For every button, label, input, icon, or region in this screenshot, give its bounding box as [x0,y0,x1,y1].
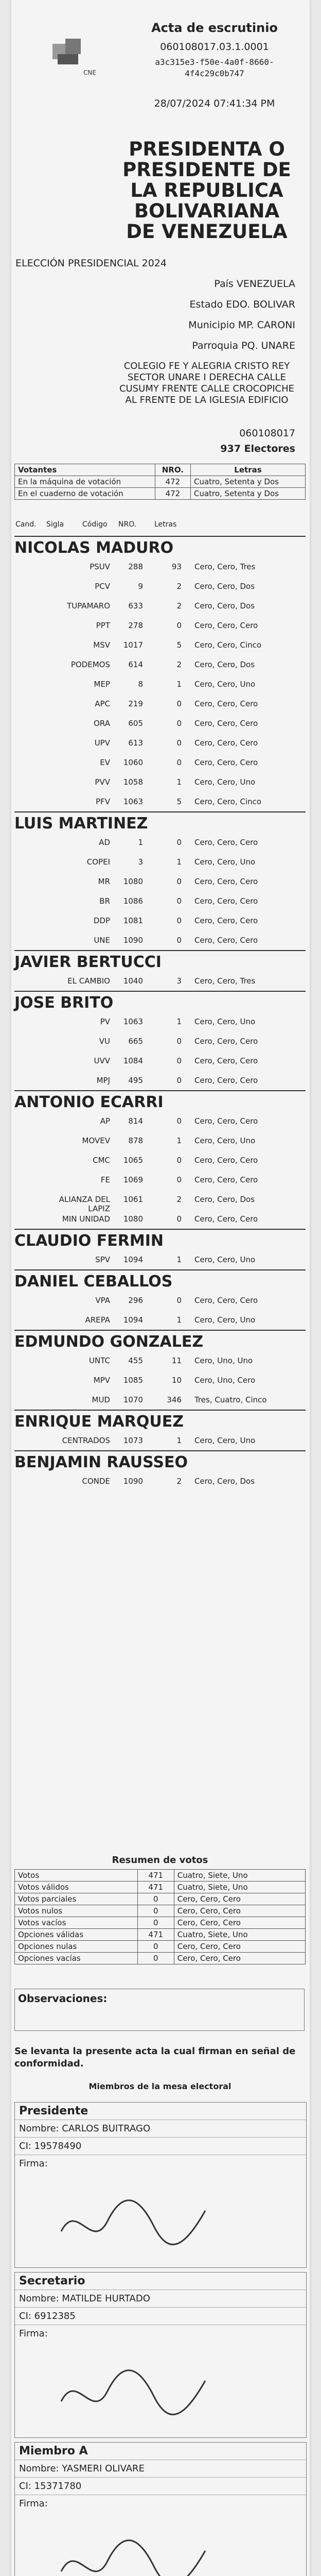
party-code: 1080 [123,877,143,886]
summary-label: Votos [15,1870,138,1882]
party-code: 1017 [123,640,143,650]
party-code: 633 [128,601,143,611]
party-sigla: MR [98,877,110,886]
party-votes: 0 [176,621,182,630]
summary-label: Opciones nulas [15,1941,138,1953]
member-name: Nombre: MATILDE HURTADO [15,2290,306,2307]
party-votes: 10 [171,1376,182,1385]
party-sigla: PV [100,1017,110,1026]
summary-value: 0 [137,1917,174,1929]
party-sigla: MIN UNIDAD [62,1214,110,1224]
party-letters: Cero, Cero, Cero [194,758,258,767]
party-letters: Cero, Cero, Uno [194,1017,256,1026]
party-votes: 2 [176,1195,182,1204]
party-votes: 0 [176,1214,182,1224]
observaciones-label: Observaciones: [18,1992,108,2005]
party-letters: Cero, Cero, Cero [194,719,258,728]
party-sigla: TUPAMARO [67,601,110,611]
member-box [14,2102,307,2268]
signature-icon [56,2360,210,2422]
party-letters: Cero, Cero, Cero [194,916,258,925]
member-role: Presidente [19,2105,88,2117]
party-sigla: EV [100,758,110,767]
summary-letters: Cero, Cero, Cero [174,1893,305,1905]
party-code: 1061 [123,1195,143,1204]
party-votes: 0 [176,1056,182,1065]
party-letters: Cero, Cero, Cero [194,896,258,906]
members-title: Miembros de la mesa electoral [88,2081,231,2091]
member-ci: CI: 15371780 [15,2477,306,2495]
party-letters: Cero, Cero, Cero [194,1116,258,1126]
party-letters: Cero, Cero, Cero [194,1214,258,1224]
party-code: 296 [128,1296,143,1305]
acta-header [11,0,310,129]
party-sigla: FE [100,1175,110,1184]
party-row [14,1351,306,1370]
candidate-name: BENJAMIN RAUSSEO [14,1450,306,1471]
col-cand: Cand. [15,520,37,529]
closing-text: Se levanta la presente acta la cual firman en señal de conformidad. [14,2046,296,2069]
party-votes: 2 [176,660,182,669]
party-votes: 0 [176,699,182,708]
party-row [14,714,306,733]
summary-value: 0 [137,1941,174,1953]
party-sigla: CONDE [82,1477,110,1486]
party-code: 614 [128,660,143,669]
party-votes: 0 [176,1175,182,1184]
svg-text:CNE: CNE [83,69,96,76]
party-votes: 0 [176,719,182,728]
party-sigla: UNTC [89,1356,110,1365]
party-votes: 2 [176,1477,182,1486]
party-code: 278 [128,621,143,630]
party-code: 1090 [123,936,143,945]
party-votes: 0 [176,936,182,945]
table-cell: 472 [155,488,190,500]
party-letters: Cero, Cero, Cero [194,1076,258,1085]
summary-label: Votos vacíos [15,1917,138,1929]
member-role: Miembro A [19,2445,88,2458]
party-sigla: PCV [95,582,110,591]
party-row [14,1370,306,1390]
party-row [14,792,306,811]
party-letters: Cero, Cero, Uno [194,1436,256,1445]
center-code: 060108017 [239,428,295,439]
party-letters: Cero, Cero, Cero [194,738,258,748]
party-row [14,891,306,911]
party-sigla: PFV [96,797,110,806]
party-row [14,1170,306,1190]
table-cell: En la máquina de votación [15,476,155,488]
party-votes: 0 [176,1076,182,1085]
party-code: 878 [128,1136,143,1145]
party-sigla: MEP [94,680,110,689]
party-code: 1 [138,838,143,847]
candidate-name: ANTONIO ECARRI [14,1090,306,1111]
party-letters: Cero, Cero, Uno [194,1136,256,1145]
party-letters: Cero, Cero, Dos [194,1195,255,1204]
party-code: 1086 [123,896,143,906]
summary-value: 0 [137,1953,174,1964]
cne-logo-icon [47,36,109,82]
party-sigla: UPV [94,738,110,748]
party-sigla: MSV [93,640,110,650]
party-row [14,733,306,753]
party-row [14,1471,306,1491]
party-code: 1040 [123,976,143,986]
party-letters: Cero, Cero, Cero [194,1156,258,1165]
party-row [14,1031,306,1051]
party-votes: 1 [176,1255,182,1264]
summary-value: 0 [137,1905,174,1917]
party-row [14,694,306,714]
summary-label: Votos parciales [15,1893,138,1905]
party-letters: Tres, Cuatro, Cinco [194,1395,267,1404]
table-cell: En el cuaderno de votación [15,488,155,500]
party-code: 8 [138,680,143,689]
party-sigla: CENTRADOS [62,1436,110,1445]
col-nro-2: NRO. [118,520,137,529]
party-letters: Cero, Cero, Uno [194,1255,256,1264]
party-row [14,911,306,930]
party-sigla: COPEI [86,857,110,867]
party-code: 1094 [123,1255,143,1264]
party-votes: 1 [176,680,182,689]
col-letras: Letras [190,464,305,476]
party-code: 814 [128,1116,143,1126]
party-sigla: EL CAMBIO [67,976,110,986]
party-letters: Cero, Cero, Cero [194,621,258,630]
party-letters: Cero, Uno, Cero [194,1376,256,1385]
party-votes: 1 [176,1017,182,1026]
party-row [14,1071,306,1090]
party-row [14,1150,306,1170]
candidate-name: CLAUDIO FERMIN [14,1229,306,1250]
party-sigla: ALIANZA DEL LAPIZ [59,1195,110,1213]
member-name: Nombre: CARLOS BUITRAGO [15,2120,306,2137]
col-letras-2: Letras [154,520,177,529]
member-ci: CI: 19578490 [15,2137,306,2155]
summary-letters: Cuatro, Siete, Uno [174,1929,305,1941]
party-sigla: ORA [94,719,110,728]
col-sigla: Sigla [46,520,64,529]
party-code: 1094 [123,1315,143,1325]
party-sigla: APC [95,699,110,708]
party-code: 1090 [123,1477,143,1486]
party-votes: 0 [176,738,182,748]
party-code: 1063 [123,797,143,806]
party-code: 219 [128,699,143,708]
candidate-name: LUIS MARTINEZ [14,811,306,833]
party-sigla: VPA [95,1296,110,1305]
party-code: 1073 [123,1436,143,1445]
member-box [14,2442,307,2576]
candidate-name: ENRIQUE MARQUEZ [14,1410,306,1431]
party-code: 495 [128,1076,143,1085]
party-code: 1060 [123,758,143,767]
member-firma: Firma: [15,2325,306,2342]
party-votes: 1 [176,1436,182,1445]
electors-count: 937 Electores [220,443,295,454]
summary-value: 471 [137,1929,174,1941]
party-letters: Cero, Uno, Uno [194,1356,253,1365]
summary-letters: Cero, Cero, Cero [174,1941,305,1953]
party-row [14,930,306,950]
party-letters: Cero, Cero, Cinco [194,797,262,806]
party-votes: 93 [171,562,182,571]
election-title: PRESIDENTA O PRESIDENTE DE LA REPUBLICA BOLIVARIANA DE VENEZUELA [122,138,291,243]
party-sigla: SPV [95,1255,110,1264]
party-row [14,1190,306,1213]
party-row [14,1051,306,1071]
acta-number: 060108017.03.1.0001 [160,41,269,53]
party-letters: Cero, Cero, Cero [194,699,258,708]
party-code: 1065 [123,1156,143,1165]
party-row [14,577,306,596]
party-sigla: PVV [95,777,110,787]
party-sigla: PODEMOS [70,660,110,669]
signature-icon [56,2190,210,2252]
party-votes: 0 [176,896,182,906]
party-letters: Cero, Cero, Cinco [194,640,262,650]
candidate-name: EDMUNDO GONZALEZ [14,1330,306,1351]
party-row [14,1131,306,1150]
totals-table [14,464,306,500]
party-letters: Cero, Cero, Cero [194,936,258,945]
party-letters: Cero, Cero, Dos [194,601,255,611]
party-row [14,1431,306,1450]
party-row [14,616,306,635]
candidates-list [14,536,306,1491]
party-row [14,1291,306,1310]
voting-center: COLEGIO FE Y ALEGRIA CRISTO REY SECTOR UNARE I DERECHA CALLE CUSUMY FRENTE CALLE CROCOPICHE AL FRENTE DE LA IGLESIA EDIFICIO [119,361,295,405]
party-row [14,872,306,891]
party-votes: 5 [176,640,182,650]
col-votantes: Votantes [15,464,155,476]
party-code: 1058 [123,777,143,787]
party-code: 613 [128,738,143,748]
party-row [14,1390,306,1410]
party-row [14,1111,306,1131]
party-code: 455 [128,1356,143,1365]
party-sigla: PPT [96,621,110,630]
party-sigla: AREPA [85,1315,110,1325]
party-letters: Cero, Cero, Tres [194,562,256,571]
candidate-name: NICOLAS MADURO [14,536,306,557]
country: País VENEZUELA [214,278,295,290]
member-role: Secretario [19,2275,85,2287]
table-cell: Cuatro, Setenta y Dos [190,476,305,488]
party-sigla: MPV [93,1376,110,1385]
party-sigla: AD [99,838,110,847]
party-votes: 2 [176,601,182,611]
acta-hash: a3c315e3-f50e-4a0f-8660-4f4c29c0b747 [155,57,274,78]
party-code: 3 [138,857,143,867]
party-row [14,753,306,772]
summary-label: Votos nulos [15,1905,138,1917]
summary-value: 0 [137,1893,174,1905]
member-ci: CI: 6912385 [15,2307,306,2325]
party-votes: 0 [176,1116,182,1126]
party-code: 1085 [123,1376,143,1385]
party-code: 1070 [123,1395,143,1404]
party-row [14,557,306,577]
party-row [14,674,306,694]
party-letters: Cero, Cero, Tres [194,976,256,986]
party-votes: 0 [176,838,182,847]
summary-letters: Cero, Cero, Cero [174,1917,305,1929]
party-sigla: MOVEV [82,1136,110,1145]
party-letters: Cero, Cero, Dos [194,660,255,669]
party-letters: Cero, Cero, Uno [194,680,256,689]
party-votes: 0 [176,1156,182,1165]
party-row [14,852,306,872]
acta-datetime: 28/07/2024 07:41:34 PM [154,98,275,109]
party-votes: 0 [176,1296,182,1305]
party-votes: 0 [176,877,182,886]
party-letters: Cero, Cero, Uno [194,777,256,787]
party-code: 605 [128,719,143,728]
summary-letters: Cuatro, Siete, Uno [174,1882,305,1893]
party-letters: Cero, Cero, Cero [194,1056,258,1065]
party-votes: 1 [176,1136,182,1145]
summary-value: 471 [137,1870,174,1882]
party-code: 1080 [123,1214,143,1224]
party-sigla: MPJ [96,1076,110,1085]
member-firma: Firma: [15,2155,306,2172]
parish: Parroquia PQ. UNARE [192,340,295,351]
party-sigla: PSUV [90,562,110,571]
party-code: 1069 [123,1175,143,1184]
summary-value: 471 [137,1882,174,1893]
party-votes: 1 [176,1315,182,1325]
party-votes: 1 [176,857,182,867]
col-nro: NRO. [155,464,190,476]
party-code: 1063 [123,1017,143,1026]
party-letters: Cero, Cero, Dos [194,582,255,591]
party-sigla: CMC [93,1156,110,1165]
party-row [14,596,306,616]
table-cell: 472 [155,476,190,488]
party-letters: Cero, Cero, Cero [194,1296,258,1305]
state: Estado EDO. BOLIVAR [189,299,295,310]
party-row [14,1209,306,1229]
summary-letters: Cuatro, Siete, Uno [174,1870,305,1882]
party-votes: 5 [176,797,182,806]
election-name: ELECCIÓN PRESIDENCIAL 2024 [15,258,167,269]
signature-icon [56,2530,210,2576]
party-letters: Cero, Cero, Cero [194,838,258,847]
party-votes: 1 [176,777,182,787]
party-letters: Cero, Cero, Cero [194,1175,258,1184]
summary-label: Opciones vacías [15,1953,138,1964]
party-code: 1081 [123,916,143,925]
col-codigo: Código [82,520,108,529]
table-cell: Cuatro, Setenta y Dos [190,488,305,500]
party-sigla: UNE [94,936,110,945]
party-code: 1084 [123,1056,143,1065]
party-letters: Cero, Cero, Dos [194,1477,255,1486]
party-votes: 0 [176,758,182,767]
party-row [14,635,306,655]
party-sigla: VU [99,1037,110,1046]
acta-title: Acta de escrutinio [151,21,278,35]
party-sigla: BR [99,896,110,906]
summary-title: Resumen de votos [112,1855,208,1866]
party-letters: Cero, Cero, Uno [194,1315,256,1325]
party-row [14,833,306,852]
party-votes: 3 [176,976,182,986]
member-firma: Firma: [15,2495,306,2512]
party-code: 665 [128,1037,143,1046]
party-votes: 11 [171,1356,182,1365]
summary-label: Opciones válidas [15,1929,138,1941]
acta-paper [11,0,310,2576]
party-row [14,1012,306,1031]
party-sigla: MUD [92,1395,110,1404]
party-letters: Cero, Cero, Cero [194,877,258,886]
party-votes: 346 [167,1395,182,1404]
party-row [14,772,306,792]
member-box [14,2272,307,2438]
party-row [14,1250,306,1269]
party-sigla: UVV [94,1056,110,1065]
summary-letters: Cero, Cero, Cero [174,1905,305,1917]
party-votes: 2 [176,582,182,591]
party-letters: Cero, Cero, Cero [194,1037,258,1046]
candidate-name: JOSE BRITO [14,991,306,1012]
party-votes: 0 [176,916,182,925]
party-row [14,655,306,674]
party-row [14,1310,306,1330]
summary-letters: Cero, Cero, Cero [174,1953,305,1964]
party-row [14,971,306,991]
party-code: 9 [138,582,143,591]
summary-label: Votos válidos [15,1882,138,1893]
candidate-name: JAVIER BERTUCCI [14,950,306,971]
party-letters: Cero, Cero, Uno [194,857,256,867]
party-votes: 0 [176,1037,182,1046]
candidate-name: DANIEL CEBALLOS [14,1269,306,1291]
member-name: Nombre: YASMERI OLIVARE [15,2460,306,2477]
party-code: 288 [128,562,143,571]
municipality: Municipio MP. CARONI [188,319,295,331]
observaciones-box [14,1989,305,2031]
party-sigla: DDP [93,916,110,925]
summary-table [14,1869,306,1964]
party-sigla: AP [100,1116,110,1126]
